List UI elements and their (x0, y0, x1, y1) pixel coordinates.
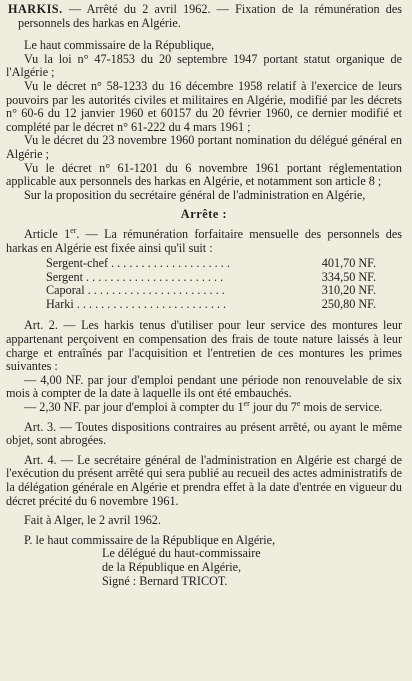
item-sup: er (243, 398, 250, 408)
grade-name: Caporal . . . . . . . . . . . . . . . . . . . . . . . (46, 284, 225, 298)
done-line: Fait à Alger, le 2 avril 1962. (24, 513, 161, 528)
item-text: mois de service. (300, 400, 383, 415)
signature-line-1: P. le haut commissaire de la République en Algérie, (24, 532, 276, 547)
title-keyword: HARKIS. (8, 2, 63, 16)
article-1 (6, 225, 402, 255)
arrete-heading: Arrête : (180, 207, 228, 222)
article-4: Art. 4. — Le secrétaire général de l'administration en Algérie est chargé de l'exécution du présent arrêté qui sera publié au recueil des actes administratifs de la délégation générale en Algérie et prendra effet à la date d'entrée en vigueur du décret précité du 6 novembre 1961. (6, 452, 402, 508)
item-text: jour du 7 (249, 400, 297, 415)
signature-line-3: de la République en Algérie, (102, 559, 242, 574)
grade-value: 401,70 NF. (321, 256, 376, 271)
grade-value: 250,80 NF. (321, 296, 376, 311)
article-2-item: — 4,00 NF. par jour d'emploi pendant une période non renouvelable de six mois à compter de la date à laquelle ils ont été embauchés. (6, 372, 402, 401)
item-sup: e (296, 398, 301, 408)
decree-title (6, 3, 402, 30)
salary-row (46, 257, 376, 271)
item-text: — 2,30 NF. par jour d'emploi à compter du 1 (24, 400, 244, 415)
signature-line-4: Signé : Bernard TRICOT. (102, 573, 228, 588)
title-text: — Arrêté du 2 avril 1962. — Fixation de la rémunération des personnels des harkas en Algérie. (18, 2, 402, 30)
preamble-line: Vu le décret n° 58-1233 du 16 décembre 1958 relatif à l'exercice de leurs pouvoirs par les autorités civiles et militaires en Algérie, modifié par les décrets n° 60-6 du 12 janvier 1960 et 60157 du 20 février 1960, ce dernier modifié et complété par le décret n° 61-222 du 4 mars 1961 ; (6, 78, 402, 134)
signature-line-2: Le délégué du haut-commissaire (102, 546, 261, 561)
grade-name: Sergent . . . . . . . . . . . . . . . . . . . . . . . (46, 270, 224, 284)
salary-row (46, 284, 376, 298)
grade-value: 334,50 NF. (321, 269, 376, 284)
salary-row (46, 298, 376, 312)
salary-row (46, 271, 376, 285)
article-1-label: Article 1 (24, 226, 71, 241)
grade-name: Harki . . . . . . . . . . . . . . . . . . . . . . . . . (46, 297, 227, 311)
article-2-item (6, 398, 402, 415)
preamble-line: Vu le décret du 23 novembre 1960 portant nomination du délégué général en Algérie ; (6, 133, 402, 161)
preamble-line: Vu le décret n° 61-1201 du 6 novembre 1961 portant réglementation applicable aux personnels des harkas en Algérie, et notamment son article 8 ; (6, 160, 402, 189)
article-3: Art. 3. — Toutes dispositions contraires au présent arrêté, ou ayant le même objet, sont abrogées. (6, 419, 402, 448)
salary-table (46, 257, 376, 311)
article-1-text: . — La rémunération forfaitaire mensuelle des personnels des harkas en Algérie est fixée ainsi qu'il suit : (6, 226, 402, 255)
grade-name: Sergent-chef . . . . . . . . . . . . . . . . . . . . (46, 257, 230, 271)
preamble-line: Sur la proposition du secrétaire général de l'administration en Algérie, (24, 187, 366, 202)
article-1-sup: er (70, 225, 77, 235)
preamble-line: Vu la loi n° 47-1853 du 20 septembre 1947 portant statut organique de l'Algérie ; (6, 51, 402, 80)
signature-block (102, 547, 402, 588)
preamble-line: Le haut commissaire de la République, (24, 38, 215, 53)
grade-value: 310,20 NF. (321, 283, 376, 298)
article-2: Art. 2. — Les harkis tenus d'utiliser pour leur service des montures leur appartenant perçoivent en compensation des frais de toute nature laissés à leur charge et entraînés par l'acquisition et l'entretien de ces montures les primes suivantes : (6, 318, 402, 374)
